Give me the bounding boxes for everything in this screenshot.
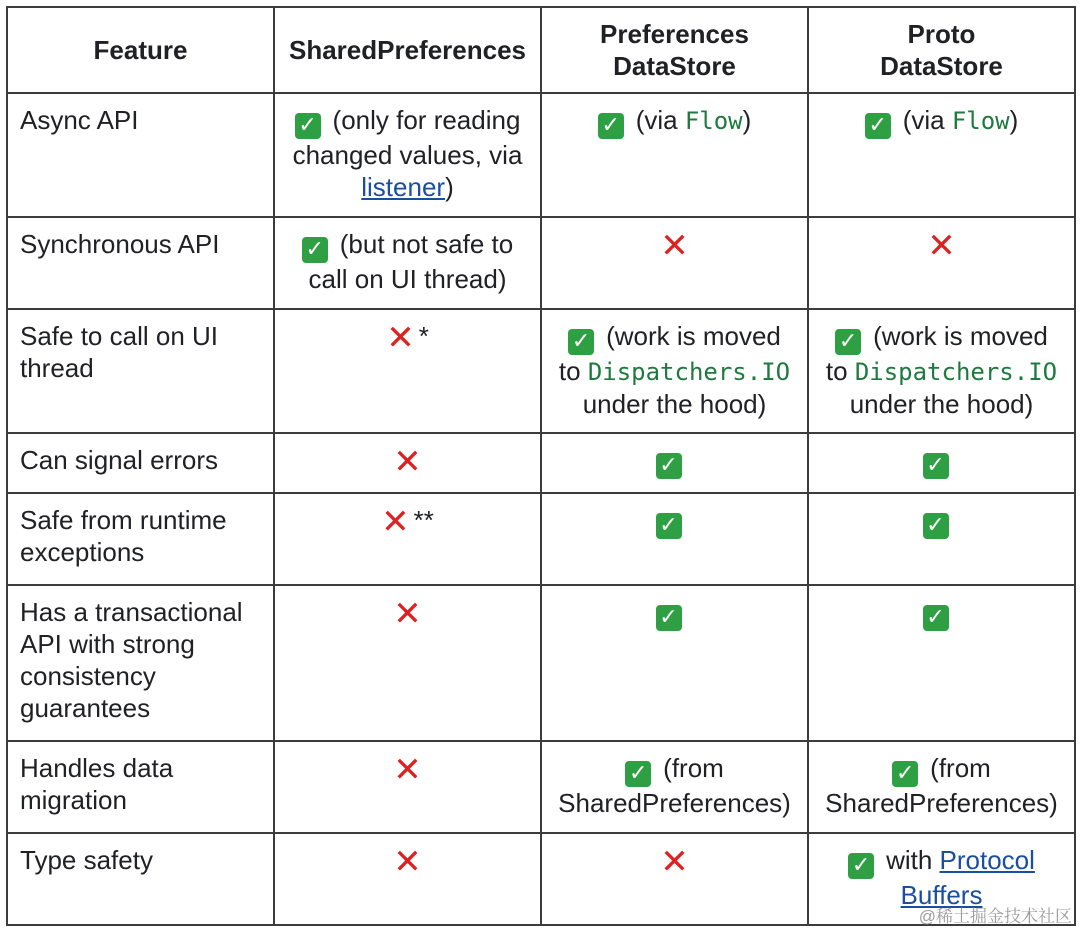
table-row — [7, 493, 1075, 585]
sharedpreferences-cell — [274, 433, 541, 493]
cell-text: under the hood) — [849, 389, 1034, 419]
code-snippet: Flow — [951, 107, 1010, 135]
code-snippet: Flow — [684, 107, 743, 135]
feature-label: Can signal errors — [20, 445, 218, 475]
check-mark-button-icon: ✓ — [892, 761, 918, 787]
feature-cell — [7, 93, 274, 217]
header-feature — [7, 7, 274, 93]
cross-mark-icon: ✕ — [393, 842, 422, 882]
check-mark-button-icon: ✓ — [656, 605, 682, 631]
cell-text: (from SharedPreferences) — [558, 753, 791, 818]
cell-text: ) — [742, 105, 752, 135]
cell-text: ) — [1009, 105, 1019, 135]
cross-mark-icon: ✕ — [393, 594, 422, 634]
feature-label: Type safety — [20, 845, 153, 875]
header-label: Proto DataStore — [880, 19, 1003, 81]
feature-cell — [7, 309, 274, 433]
header-label: SharedPreferences — [288, 35, 527, 65]
comparison-table — [6, 6, 1076, 926]
feature-cell — [7, 433, 274, 493]
sharedpreferences-cell — [274, 217, 541, 309]
feature-cell — [7, 585, 274, 741]
check-mark-button-icon: ✓ — [835, 329, 861, 355]
header-proto-datastore — [808, 7, 1075, 93]
feature-cell — [7, 833, 274, 925]
cross-mark-icon: ✕ — [393, 750, 422, 790]
cell-text: (from SharedPreferences) — [825, 753, 1058, 818]
cell-text: under the hood) — [582, 389, 767, 419]
code-snippet: Dispatchers.IO — [587, 358, 791, 386]
sharedpreferences-cell — [274, 741, 541, 833]
table-row — [7, 217, 1075, 309]
proto-datastore-cell — [808, 217, 1075, 309]
table-row — [7, 309, 1075, 433]
check-mark-button-icon: ✓ — [625, 761, 651, 787]
table-row — [7, 741, 1075, 833]
doc-link[interactable]: Protocol Buffers — [900, 845, 1035, 910]
cell-text: with — [886, 845, 940, 875]
feature-label: Safe to call on UI thread — [20, 321, 218, 383]
feature-label: Synchronous API — [20, 229, 220, 259]
cell-text: (work is moved to — [558, 321, 781, 386]
sharedpreferences-cell — [274, 493, 541, 585]
check-mark-button-icon: ✓ — [656, 453, 682, 479]
cross-mark-icon: ✕ — [386, 318, 415, 358]
header-label: Preferences DataStore — [600, 19, 749, 81]
watermark: @稀土掘金技术社区 — [918, 907, 1072, 926]
feature-label: Async API — [20, 105, 139, 135]
check-mark-button-icon: ✓ — [302, 237, 328, 263]
check-mark-button-icon: ✓ — [295, 113, 321, 139]
check-mark-button-icon: ✓ — [568, 329, 594, 355]
proto-datastore-cell — [808, 493, 1075, 585]
table-row — [7, 833, 1075, 925]
feature-label: Handles data migration — [20, 753, 174, 815]
feature-label: Has a transactional API with strong consistency guarantees — [20, 597, 243, 723]
sharedpreferences-cell — [274, 833, 541, 925]
check-mark-button-icon: ✓ — [923, 453, 949, 479]
preferences-datastore-cell — [541, 741, 808, 833]
check-mark-button-icon: ✓ — [848, 853, 874, 879]
cell-text: (but not safe to call on UI thread) — [308, 229, 514, 294]
preferences-datastore-cell — [541, 217, 808, 309]
header-sharedpreferences — [274, 7, 541, 93]
table-row — [7, 433, 1075, 493]
sharedpreferences-cell — [274, 93, 541, 217]
preferences-datastore-cell — [541, 493, 808, 585]
preferences-datastore-cell — [541, 833, 808, 925]
feature-cell — [7, 493, 274, 585]
cell-text: (via — [902, 105, 952, 135]
cross-mark-icon: ✕ — [660, 842, 689, 882]
preferences-datastore-cell — [541, 585, 808, 741]
cell-text: (work is moved to — [825, 321, 1048, 386]
cross-mark-icon: ✕ — [660, 226, 689, 266]
preferences-datastore-cell — [541, 93, 808, 217]
proto-datastore-cell — [808, 741, 1075, 833]
preferences-datastore-cell — [541, 433, 808, 493]
doc-link[interactable]: listener — [361, 172, 446, 202]
proto-datastore-cell — [808, 433, 1075, 493]
proto-datastore-cell — [808, 93, 1075, 217]
header-preferences-datastore — [541, 7, 808, 93]
proto-datastore-cell — [808, 585, 1075, 741]
header-label: Feature — [93, 35, 188, 65]
cell-text: (via — [635, 105, 685, 135]
feature-label: Safe from runtime exceptions — [20, 505, 227, 567]
sharedpreferences-cell — [274, 309, 541, 433]
sharedpreferences-cell — [274, 585, 541, 741]
cross-mark-icon: ✕ — [927, 226, 956, 266]
feature-cell — [7, 741, 274, 833]
proto-datastore-cell — [808, 309, 1075, 433]
cross-mark-icon: ✕ — [381, 502, 410, 542]
cell-text: ) — [445, 172, 454, 202]
check-mark-button-icon: ✓ — [598, 113, 624, 139]
footnote-mark: * — [418, 321, 429, 351]
table-row — [7, 585, 1075, 741]
cell-text: (only for reading changed values, via — [292, 105, 523, 170]
check-mark-button-icon: ✓ — [923, 513, 949, 539]
header-row — [7, 7, 1075, 93]
code-snippet: Dispatchers.IO — [854, 358, 1058, 386]
preferences-datastore-cell — [541, 309, 808, 433]
check-mark-button-icon: ✓ — [865, 113, 891, 139]
check-mark-button-icon: ✓ — [923, 605, 949, 631]
cross-mark-icon: ✕ — [393, 442, 422, 482]
feature-cell — [7, 217, 274, 309]
footnote-mark: ** — [413, 505, 434, 535]
table-row — [7, 93, 1075, 217]
check-mark-button-icon: ✓ — [656, 513, 682, 539]
